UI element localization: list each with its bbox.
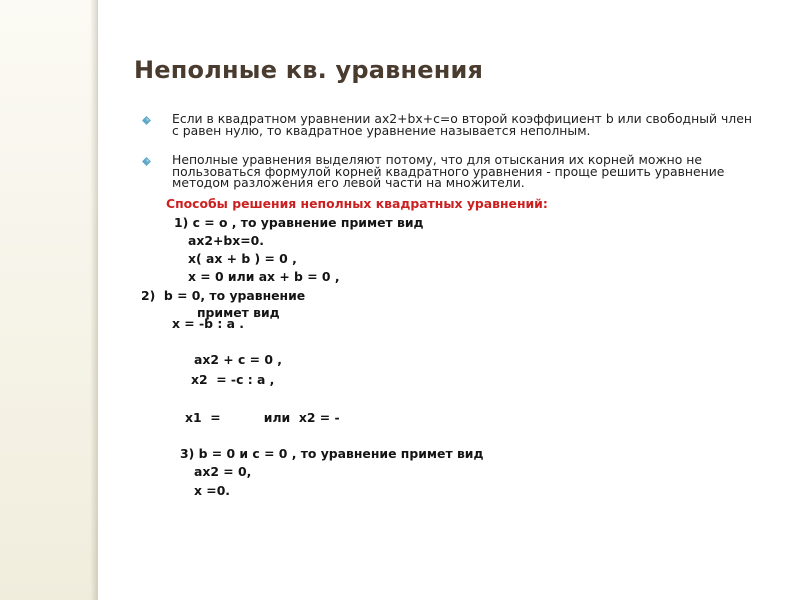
case-2-line-cont: примет вид — [197, 305, 280, 320]
roots-line: x1 = или x2 = - — [185, 410, 340, 425]
equation-line: x = -b : a . — [172, 316, 244, 331]
bullet-text-definition: Если в квадратном уравнении ax2+bx+c=o второй коэффициент b или свободный член с равен нулю, то квадратное уравнение называется неполным. — [172, 111, 752, 138]
equation-line: x( ax + b ) = 0 , — [188, 251, 297, 266]
frame-border — [97, 0, 98, 600]
equation-line: ax2 = 0, — [194, 464, 252, 479]
bullet-icon — [142, 157, 151, 166]
methods-heading: Способы решения неполных квадратных уравнений: — [166, 196, 548, 211]
equation-line: x2 = -c : a , — [191, 372, 275, 387]
equation-line: x =0. — [194, 483, 231, 498]
bullet-text-purpose: Неполные уравнения выделяют потому, что для отыскания их корней можно не пользоваться формулой корней квадратного уравнения - проще решить уравнение методом разложения его левой части на множители. — [172, 152, 725, 190]
equation-line: ax2+bx=0. — [188, 233, 264, 248]
case-3-line: 3) b = 0 и с = 0 , то уравнение примет вид — [180, 446, 484, 461]
bullet-icon — [142, 116, 151, 125]
equation-line: x = 0 или ax + b = 0 , — [188, 269, 340, 284]
slide-title: Неполные кв. уравнения — [134, 56, 484, 84]
case-1-line: 1) с = о , то уравнение примет вид — [174, 215, 424, 230]
equation-line: ax2 + c = 0 , — [194, 352, 282, 367]
case-2-line: 2) b = 0, то уравнение — [141, 288, 306, 303]
